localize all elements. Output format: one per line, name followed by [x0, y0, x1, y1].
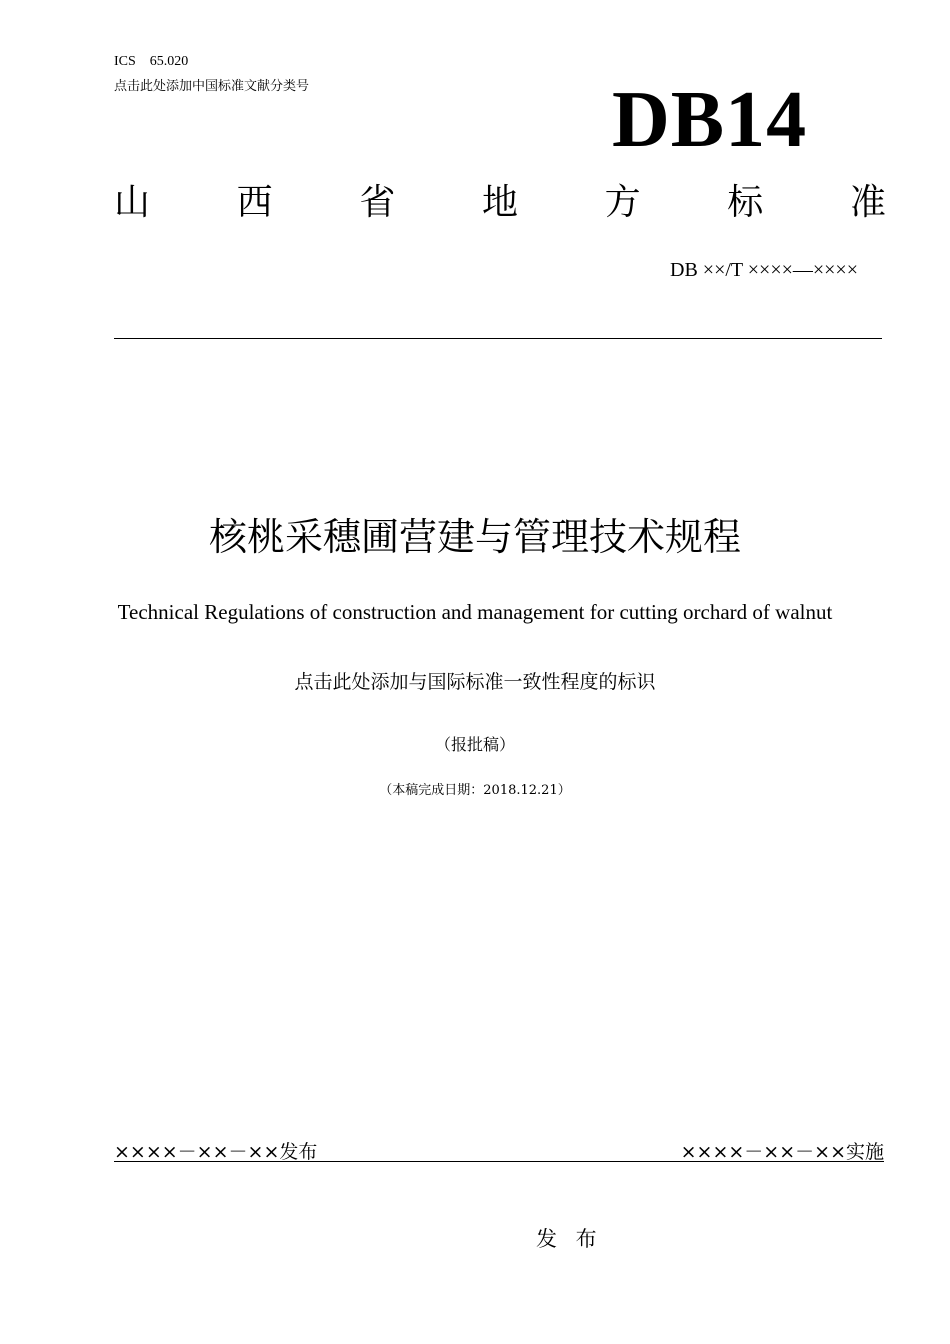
standard-level-char: 山: [114, 182, 151, 223]
draft-date: （本稿完成日期：2018.12.21）: [379, 783, 571, 798]
standard-level-char: 西: [236, 182, 273, 223]
classification-placeholder[interactable]: 点击此处添加中国标准文献分类号: [114, 79, 310, 94]
standard-level-heading: [114, 182, 886, 223]
chinese-title: 核桃采穗圃营建与管理技术规程: [208, 515, 741, 559]
implement-date: ××××－××－××实施: [680, 1141, 884, 1163]
standard-level-char: 方: [604, 182, 641, 223]
standard-level-char: 地: [481, 182, 518, 223]
footer-divider: [114, 1161, 884, 1162]
ics-number: ICS 65.020: [114, 54, 189, 69]
consistency-placeholder[interactable]: 点击此处添加与国际标准一致性程度的标识: [294, 671, 656, 693]
standard-code: DB14: [612, 76, 808, 164]
standard-level-char: 省: [359, 182, 396, 223]
publish-date: ××××－××－××发布: [114, 1141, 318, 1163]
standard-level-char: 标: [727, 182, 764, 223]
header-divider: [114, 338, 882, 339]
draft-stage: （报批稿）: [434, 735, 515, 754]
standard-level-char: 准: [849, 182, 886, 223]
english-title: Technical Regulations of construction and management for cutting orchard of walnut: [117, 600, 833, 624]
issuer: 发 布: [536, 1227, 603, 1251]
document-number: DB ××/T ××××—××××: [670, 259, 858, 281]
